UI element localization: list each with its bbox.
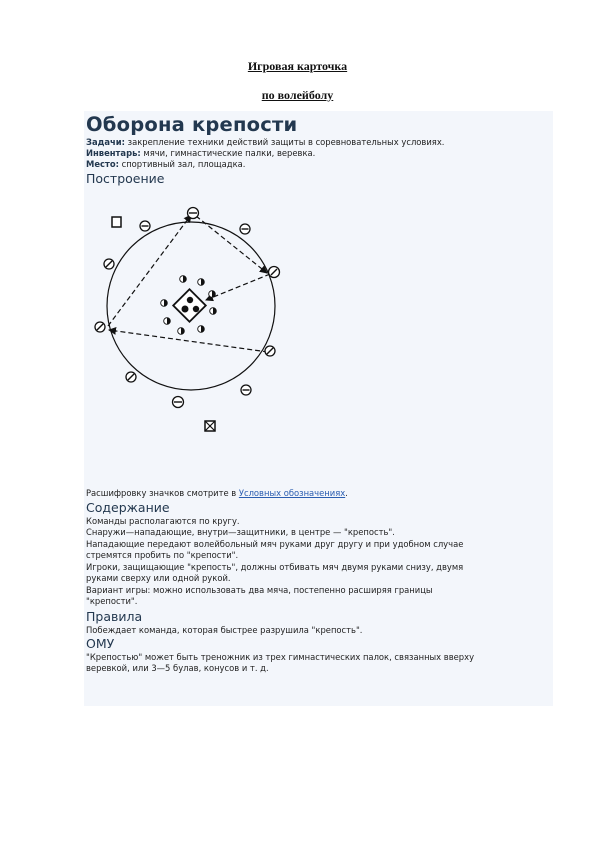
defender-icon: [180, 276, 187, 283]
formation-diagram: [84, 190, 310, 480]
omu-line: "Крепостью" может быть треножник из трех гимнастических палок, связанных вверху: [86, 652, 475, 662]
legend-link[interactable]: Условных обозначениях: [238, 488, 346, 498]
defender-icon: [198, 326, 205, 333]
content-line: Игроки, защищающие "крепость", должны отбивать мяч двумя руками снизу, двумя: [86, 562, 464, 572]
attacker-icon: [173, 397, 184, 408]
attacker-icon: [140, 221, 150, 231]
content-line: Команды располагаются по кругу.: [86, 516, 240, 526]
defender-icon: [210, 308, 217, 315]
attacker-icon: [241, 385, 251, 395]
game-title: Оборона крепости: [86, 113, 298, 136]
legend-suffix: .: [345, 488, 348, 498]
place-line: [86, 159, 245, 170]
attacker-icon: [126, 372, 136, 382]
tasks-label: Задачи:: [86, 137, 125, 147]
content-line: Вариант игры: можно использовать два мяча, постепенно расширяя границы: [86, 585, 433, 595]
section-setup-heading: Построение: [86, 171, 165, 186]
section-omu-heading: ОМУ: [86, 636, 115, 651]
tasks-text: закрепление техники действий защиты в соревновательных условиях.: [124, 137, 445, 147]
pass-arrow: [206, 274, 270, 300]
fortress-ball: [193, 306, 199, 312]
attacker-icon: [269, 267, 280, 278]
tasks-line: [86, 137, 444, 148]
omu-line: веревкой, или 3—5 булав, конусов и т. д.: [86, 663, 269, 673]
card-heading-line-2: по волейболу: [261, 88, 334, 102]
content-line: Снаружи—нападающие, внутри—защитники, в центре — "крепость".: [86, 527, 395, 537]
section-rules-heading: Правила: [86, 609, 143, 624]
equipment-label: Инвентарь:: [86, 148, 141, 158]
content-line: "крепости".: [86, 596, 138, 606]
attacker-icon: [265, 346, 275, 356]
defender-icon: [178, 328, 185, 335]
place-text: спортивный зал, площадка.: [118, 159, 246, 169]
defender-icon: [161, 300, 168, 307]
captain-square-icon: [112, 217, 121, 227]
pass-arrow: [109, 330, 268, 352]
equipment-line: [86, 148, 315, 159]
content-line: руками сверху или одной рукой.: [86, 573, 231, 583]
rules-line: Побеждает команда, которая быстрее разрушила "крепость".: [86, 625, 363, 635]
fortress-ball: [187, 297, 193, 303]
legend-prefix: Расшифровку значков смотрите в: [86, 488, 239, 498]
attacker-icon: [188, 208, 199, 219]
content-line: стремятся пробить по "крепости".: [86, 550, 239, 560]
pass-arrow: [196, 216, 267, 273]
legend-line: [86, 488, 348, 499]
defender-icon: [209, 291, 216, 298]
referee-square-icon: [205, 421, 215, 431]
attacker-icon: [104, 259, 114, 269]
content-line: Нападающие передают волейбольный мяч руками друг другу и при удобном случае: [86, 539, 464, 549]
fortress-ball: [182, 306, 189, 313]
attacker-icon: [95, 322, 105, 332]
defender-icon: [198, 279, 205, 286]
defender-icon: [164, 318, 171, 325]
fortress-square: [173, 289, 206, 322]
section-content-heading: Содержание: [86, 500, 170, 515]
attacker-icon: [240, 224, 250, 234]
equipment-text: мячи, гимнастические палки, веревка.: [140, 148, 316, 158]
place-label: Место:: [86, 159, 119, 169]
card-heading-line-1: Игровая карточка: [247, 59, 348, 73]
game-card: [84, 111, 553, 706]
